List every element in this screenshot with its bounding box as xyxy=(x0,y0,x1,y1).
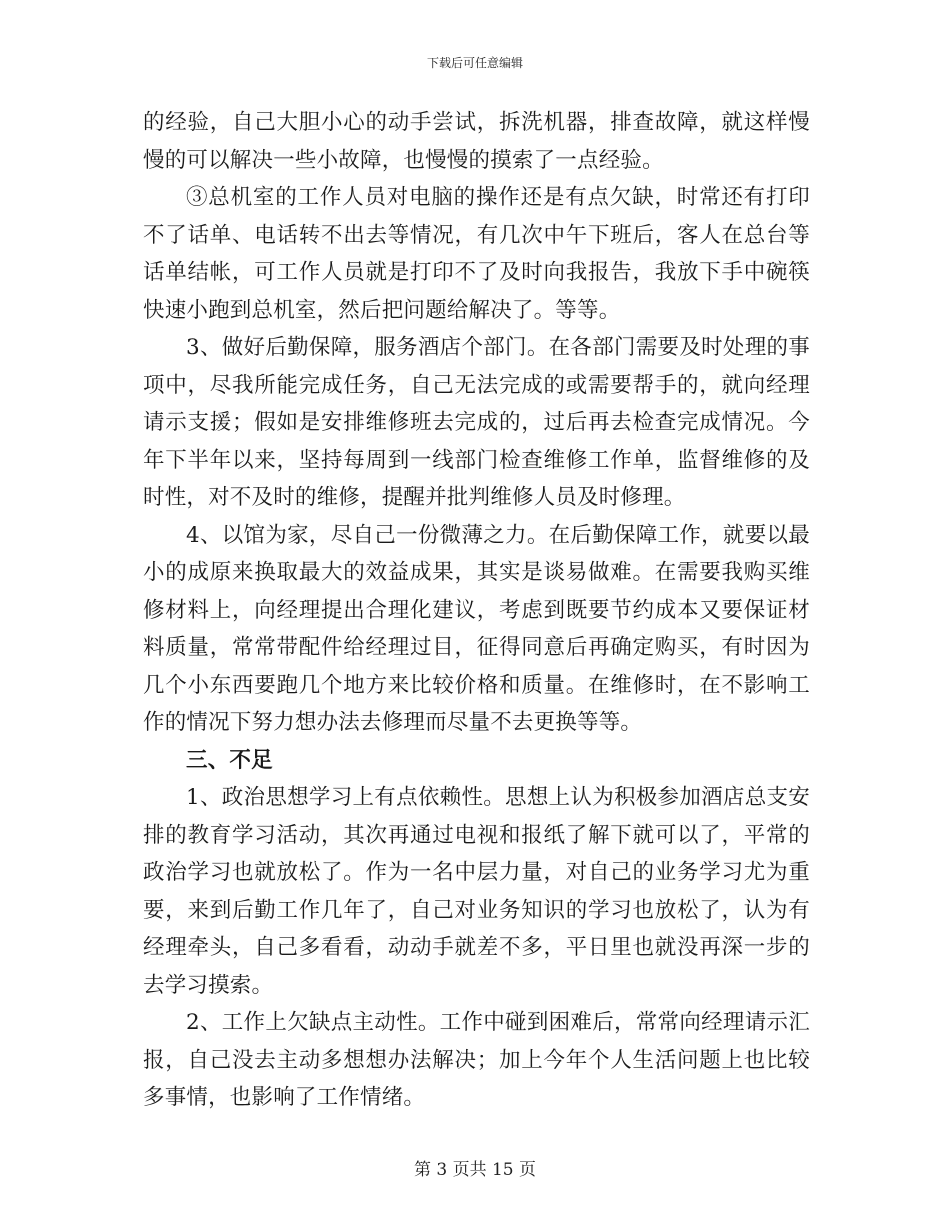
body-text xyxy=(143,104,810,1117)
page-header: 下载后可任意编辑 xyxy=(426,56,523,70)
paragraph-continuation: 的经验，自己大胆小心的动手尝试，拆洗机器，排查故障，就这样慢慢的可以解决一些小故障，也慢慢的摸索了一点经验。 xyxy=(143,110,810,173)
paragraph-cost-saving: 4、以馆为家，尽自己一份微薄之力。在后勤保障工作，就要以最小的成原来换取最大的效益成果，其实是谈易做难。在需要我购买维修材料上，向经理提出合理化建议，考虑到既要节约成本又要保证材料质量，常常带配件给经理过目，征得同意后再确定购买，有时因为几个小东西要跑几个地方来比较价格和质量。在维修时，在不影响工作的情况下努力想办法去修理而尽量不去更换等等。 xyxy=(143,522,810,735)
paragraph-logistics-support: 3、做好后勤保障，服务酒店个部门。在各部门需要及时处理的事项中，尽我所能完成任务，自己无法完成的或需要帮手的，就向经理请示支援；假如是安排维修班去完成的，过后再去检查完成情况。今年下半年以来，坚持每周到一线部门检查维修工作单，监督维修的及时性，对不及时的维修，提醒并批判维修人员及时修理。 xyxy=(143,335,810,510)
section-heading-shortcomings: 三、不足 xyxy=(186,747,273,773)
paragraph-switchboard: ③总机室的工作人员对电脑的操作还是有点欠缺，时常还有打印不了话单、电话转不出去等情况，有几次中午下班后，客人在总台等话单结帐，可工作人员就是打印不了及时向我报告，我放下手中碗筷快速小跑到总机室，然后把问题给解决了。等等。 xyxy=(143,185,810,323)
page-footer: 第 3 页共 15 页 xyxy=(413,1160,537,1180)
paragraph-political-study: 1、政治思想学习上有点依赖性。思想上认为积极参加酒店总支安排的教育学习活动，其次再通过电视和报纸了解下就可以了，平常的政治学习也就放松了。作为一名中层力量，对自己的业务学习尤为重要，来到后勤工作几年了，自己对业务知识的学习也放松了，认为有经理牵头，自己多看看，动动手就差不多，平日里也就没再深一步的去学习摸索。 xyxy=(143,785,810,998)
paragraph-initiative: 2、工作上欠缺点主动性。工作中碰到困难后，常常向经理请示汇报，自己没去主动多想想办法解决；加上今年个人生活问题上也比较多事情，也影响了工作情绪。 xyxy=(143,1010,810,1110)
